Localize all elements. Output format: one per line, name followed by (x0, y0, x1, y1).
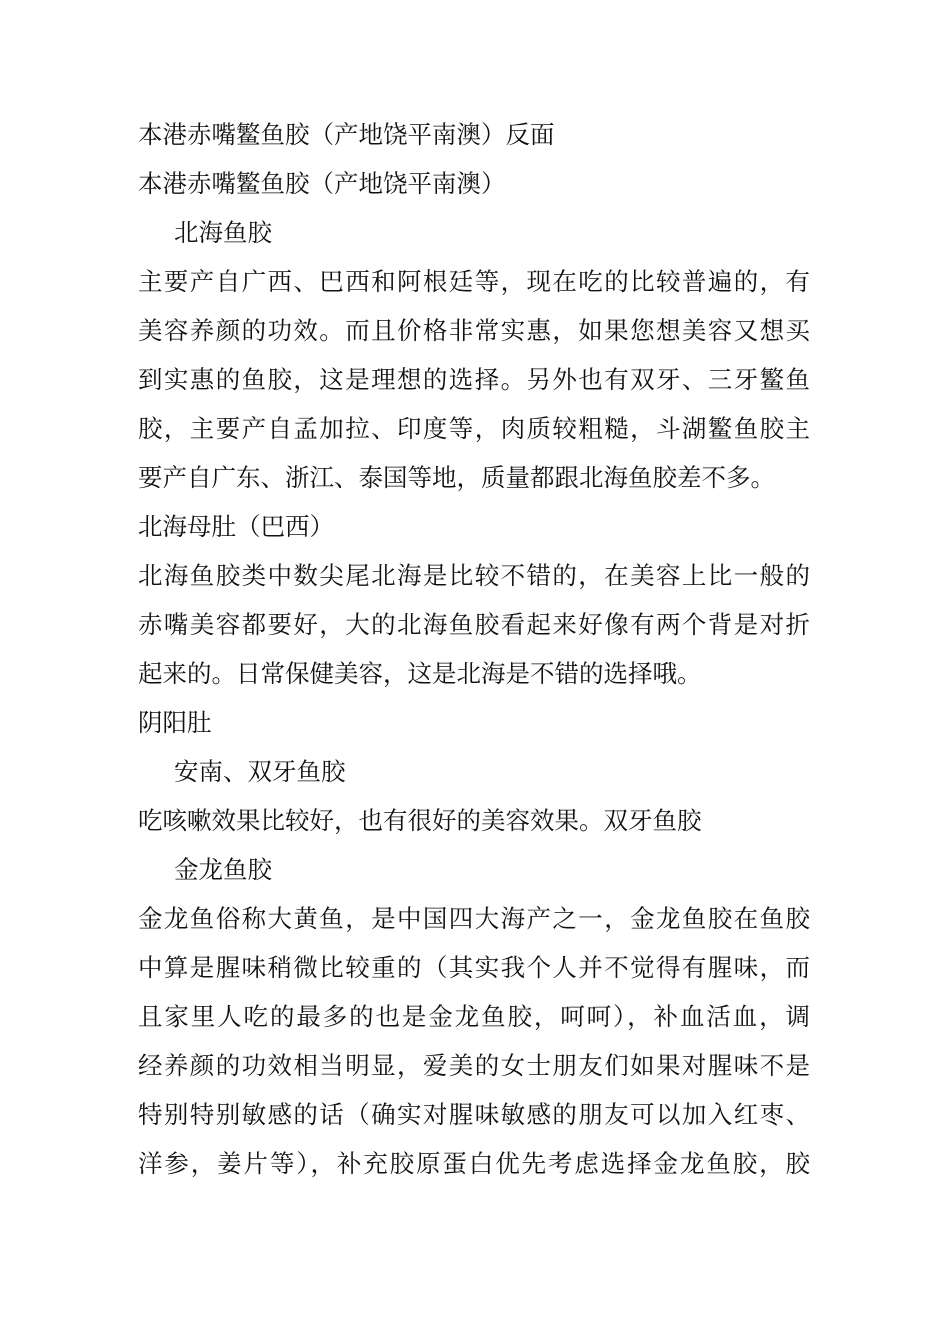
paragraph-line: 要产自广东、浙江、泰国等地，质量都跟北海鱼胶差不多。 (138, 463, 775, 492)
paragraph-line: 经养颜的功效相当明显，爱美的女士朋友们如果对腥味不是 (138, 1051, 810, 1080)
paragraph-line: 且家里人吃的最多的也是金龙鱼胶，呵呵），补血活血，调 (138, 1002, 810, 1031)
paragraph-line: 美容养颜的功效。而且价格非常实惠，如果您想美容又想买 (138, 316, 810, 345)
caption-line: 本港赤嘴鳘鱼胶（产地饶平南澳）反面 (138, 120, 555, 149)
caption-line: 阴阳肚 (138, 708, 212, 737)
caption-line: 北海母肚（巴西） (138, 512, 334, 541)
section-heading: 安南、双牙鱼胶 (174, 757, 346, 786)
paragraph-line: 赤嘴美容都要好，大的北海鱼胶看起来好像有两个背是对折 (138, 610, 810, 639)
paragraph-line: 起来的。日常保健美容，这是北海是不错的选择哦。 (138, 659, 702, 688)
paragraph-line: 金龙鱼俗称大黄鱼，是中国四大海产之一，金龙鱼胶在鱼胶 (138, 904, 810, 933)
section-heading: 金龙鱼胶 (174, 855, 272, 884)
paragraph-line: 北海鱼胶类中数尖尾北海是比较不错的，在美容上比一般的 (138, 561, 810, 590)
paragraph-line: 到实惠的鱼胶，这是理想的选择。另外也有双牙、三牙鳘鱼 (138, 365, 810, 394)
section-heading: 北海鱼胶 (174, 218, 272, 247)
paragraph-line: 洋参，姜片等），补充胶原蛋白优先考虑选择金龙鱼胶，胶 (138, 1149, 810, 1178)
paragraph-line: 中算是腥味稍微比较重的（其实我个人并不觉得有腥味，而 (138, 953, 810, 982)
document-body (138, 110, 810, 1188)
paragraph-line: 主要产自广西、巴西和阿根廷等，现在吃的比较普遍的，有 (138, 267, 810, 296)
paragraph-line: 胶，主要产自孟加拉、印度等，肉质较粗糙，斗湖鳘鱼胶主 (138, 414, 810, 443)
caption-line: 本港赤嘴鳘鱼胶（产地饶平南澳） (138, 169, 506, 198)
paragraph-line: 特别特别敏感的话（确实对腥味敏感的朋友可以加入红枣、 (138, 1100, 810, 1129)
paragraph-line: 吃咳嗽效果比较好，也有很好的美容效果。双牙鱼胶 (138, 806, 702, 835)
